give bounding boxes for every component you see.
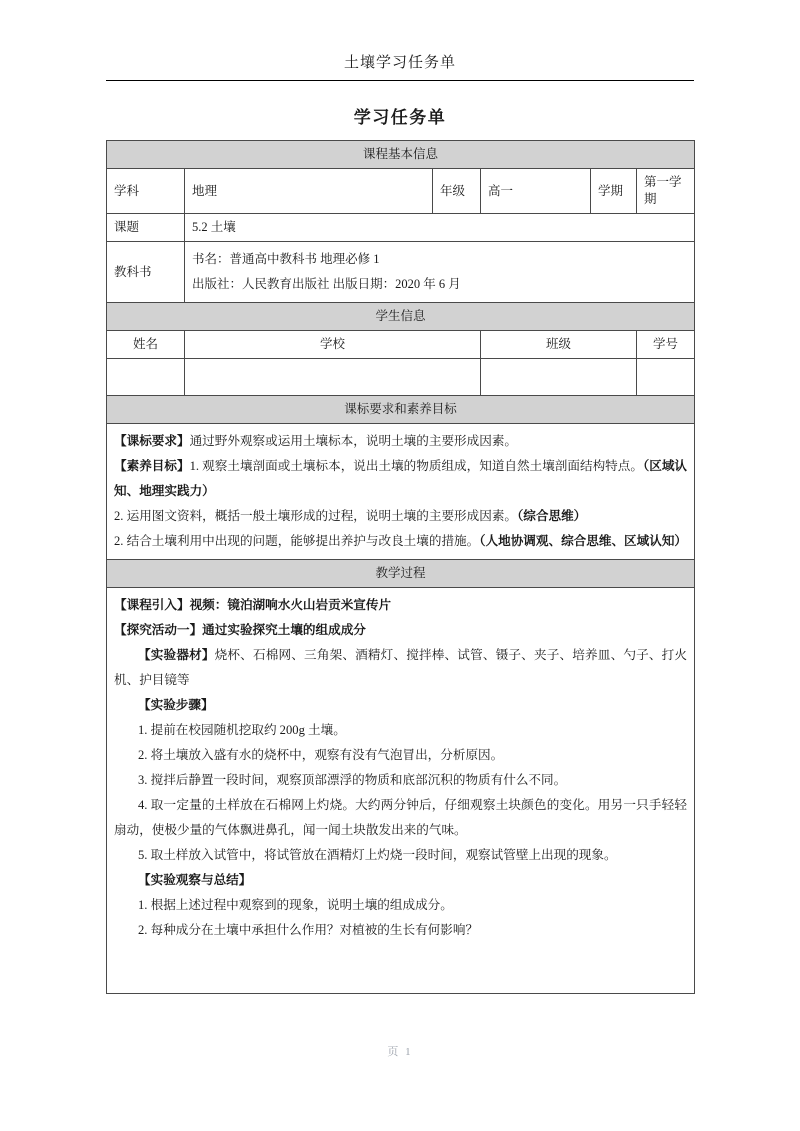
table-row xyxy=(107,560,695,588)
process-steps-tag: 【实验步骤】 xyxy=(138,698,214,712)
section-band-course-info: 课程基本信息 xyxy=(107,141,695,169)
cell-textbook-label: 教科书 xyxy=(107,242,185,303)
process-step-item: 4. 取一定量的土样放在石棉网上灼烧。大约两分钟后，仔细观察土块颜色的变化。用另一只手轻轻 扇动，使极少量的气体飘进鼻孔，闻一闻土块散发出来的气味。 xyxy=(114,798,688,837)
cell-student-id-value[interactable] xyxy=(637,359,695,396)
section-band-process: 教学过程 xyxy=(107,560,695,588)
table-row xyxy=(107,303,695,331)
cell-grade-label: 年级 xyxy=(433,169,481,214)
standards-goal-2-line xyxy=(114,504,687,529)
table-row xyxy=(107,214,695,242)
process-summary-item: 1. 根据上述过程中观察到的现象，说明土壤的组成成分。 xyxy=(138,898,453,912)
process-summary-tag: 【实验观察与总结】 xyxy=(138,873,252,887)
table-row xyxy=(107,169,695,214)
standards-requirement-tag: 【课标要求】 xyxy=(114,434,190,448)
process-activity-line: 【探究活动一】通过实验探究土壤的组成成分 xyxy=(114,623,366,637)
section-band-standards: 课标要求和素养目标 xyxy=(107,396,695,424)
cell-school-label: 学校 xyxy=(185,331,481,359)
standards-goal-2-text: 2. 运用图文资料，概括一般土壤形成的过程，说明土壤的主要形成因素。 xyxy=(114,509,517,523)
cell-school-value[interactable] xyxy=(185,359,481,396)
header-rule xyxy=(106,80,694,81)
textbook-publisher-line: 出版社：人民教育出版社 出版日期：2020 年 6 月 xyxy=(192,277,461,291)
table-row xyxy=(107,331,695,359)
running-header-title: 土壤学习任务单 xyxy=(343,55,456,71)
page-number: 页 1 xyxy=(387,1046,413,1058)
task-sheet-table xyxy=(106,140,695,994)
table-row xyxy=(107,242,695,303)
process-content xyxy=(107,588,695,994)
process-step-item: 3. 搅拌后静置一段时间，观察顶部漂浮的物质和底部沉积的物质有什么不同。 xyxy=(138,773,567,787)
standards-goal-tag: 【素养目标】 xyxy=(114,459,190,473)
standards-goal-3-competency: （人地协调观、综合思维、区域认知） xyxy=(479,534,688,548)
process-step-item: 1. 提前在校园随机挖取约 200g 土壤。 xyxy=(138,723,346,737)
textbook-name-line: 书名：普通高中教科书 地理必修 1 xyxy=(192,252,380,266)
cell-subject-value: 地理 xyxy=(185,169,433,214)
table-row xyxy=(107,588,695,994)
table-row xyxy=(107,141,695,169)
cell-topic-label: 课题 xyxy=(107,214,185,242)
standards-goal-2-competency: （综合思维） xyxy=(517,509,587,523)
process-step-item: 2. 将土壤放入盛有水的烧杯中，观察有没有气泡冒出，分析原因。 xyxy=(138,748,504,762)
cell-term-value: 第一学期 xyxy=(637,169,695,214)
process-equipment-line xyxy=(114,643,687,693)
table-row xyxy=(107,396,695,424)
cell-grade-value: 高一 xyxy=(481,169,591,214)
cell-class-value[interactable] xyxy=(481,359,637,396)
standards-goal-1-text: 1. 观察土壤剖面或土壤标本，说出土壤的物质组成，知道自然土壤剖面结构特点。 xyxy=(189,459,643,473)
standards-goal-1-competency: （区域认知、地理实践力） xyxy=(114,459,688,498)
cell-term-label: 学期 xyxy=(591,169,637,214)
standards-content xyxy=(107,424,695,560)
process-summary-item: 2. 每种成分在土壤中承担什么作用？对植被的生长有何影响？ xyxy=(138,923,479,937)
running-header xyxy=(106,52,694,74)
standards-requirement-line xyxy=(114,429,687,454)
process-step-item: 5. 取土样放入试管中，将试管放在酒精灯上灼烧一段时间，观察试管壁上出现的现象。 xyxy=(138,848,617,862)
table-row xyxy=(107,359,695,396)
process-intro-line: 【课程引入】视频：镜泊湖响水火山岩贡米宣传片 xyxy=(114,598,392,612)
table-row xyxy=(107,424,695,560)
section-band-student-info: 学生信息 xyxy=(107,303,695,331)
process-equipment-tag: 【实验器材】 xyxy=(138,648,215,662)
standards-requirement-text: 通过野外观察或运用土壤标本，说明土壤的主要形成因素。 xyxy=(189,434,517,448)
cell-name-label: 姓名 xyxy=(107,331,185,359)
cell-name-value[interactable] xyxy=(107,359,185,396)
page-title: 学习任务单 xyxy=(353,108,447,127)
standards-goal-3-line xyxy=(114,529,687,554)
process-equipment-text: 烧杯、石棉网、三角架、酒精灯、搅拌棒、试管、镊子、夹子、培养皿、勺子、打火机、护目镜等 xyxy=(114,648,688,687)
cell-class-label: 班级 xyxy=(481,331,637,359)
page-footer xyxy=(0,1043,800,1059)
cell-subject-label: 学科 xyxy=(107,169,185,214)
cell-textbook-value xyxy=(185,242,695,303)
standards-goal-1-line xyxy=(114,454,687,504)
cell-student-id-label: 学号 xyxy=(637,331,695,359)
cell-topic-value: 5.2 土壤 xyxy=(185,214,695,242)
standards-goal-3-text: 2. 结合土壤利用中出现的问题，能够提出养护与改良土壤的措施。 xyxy=(114,534,480,548)
